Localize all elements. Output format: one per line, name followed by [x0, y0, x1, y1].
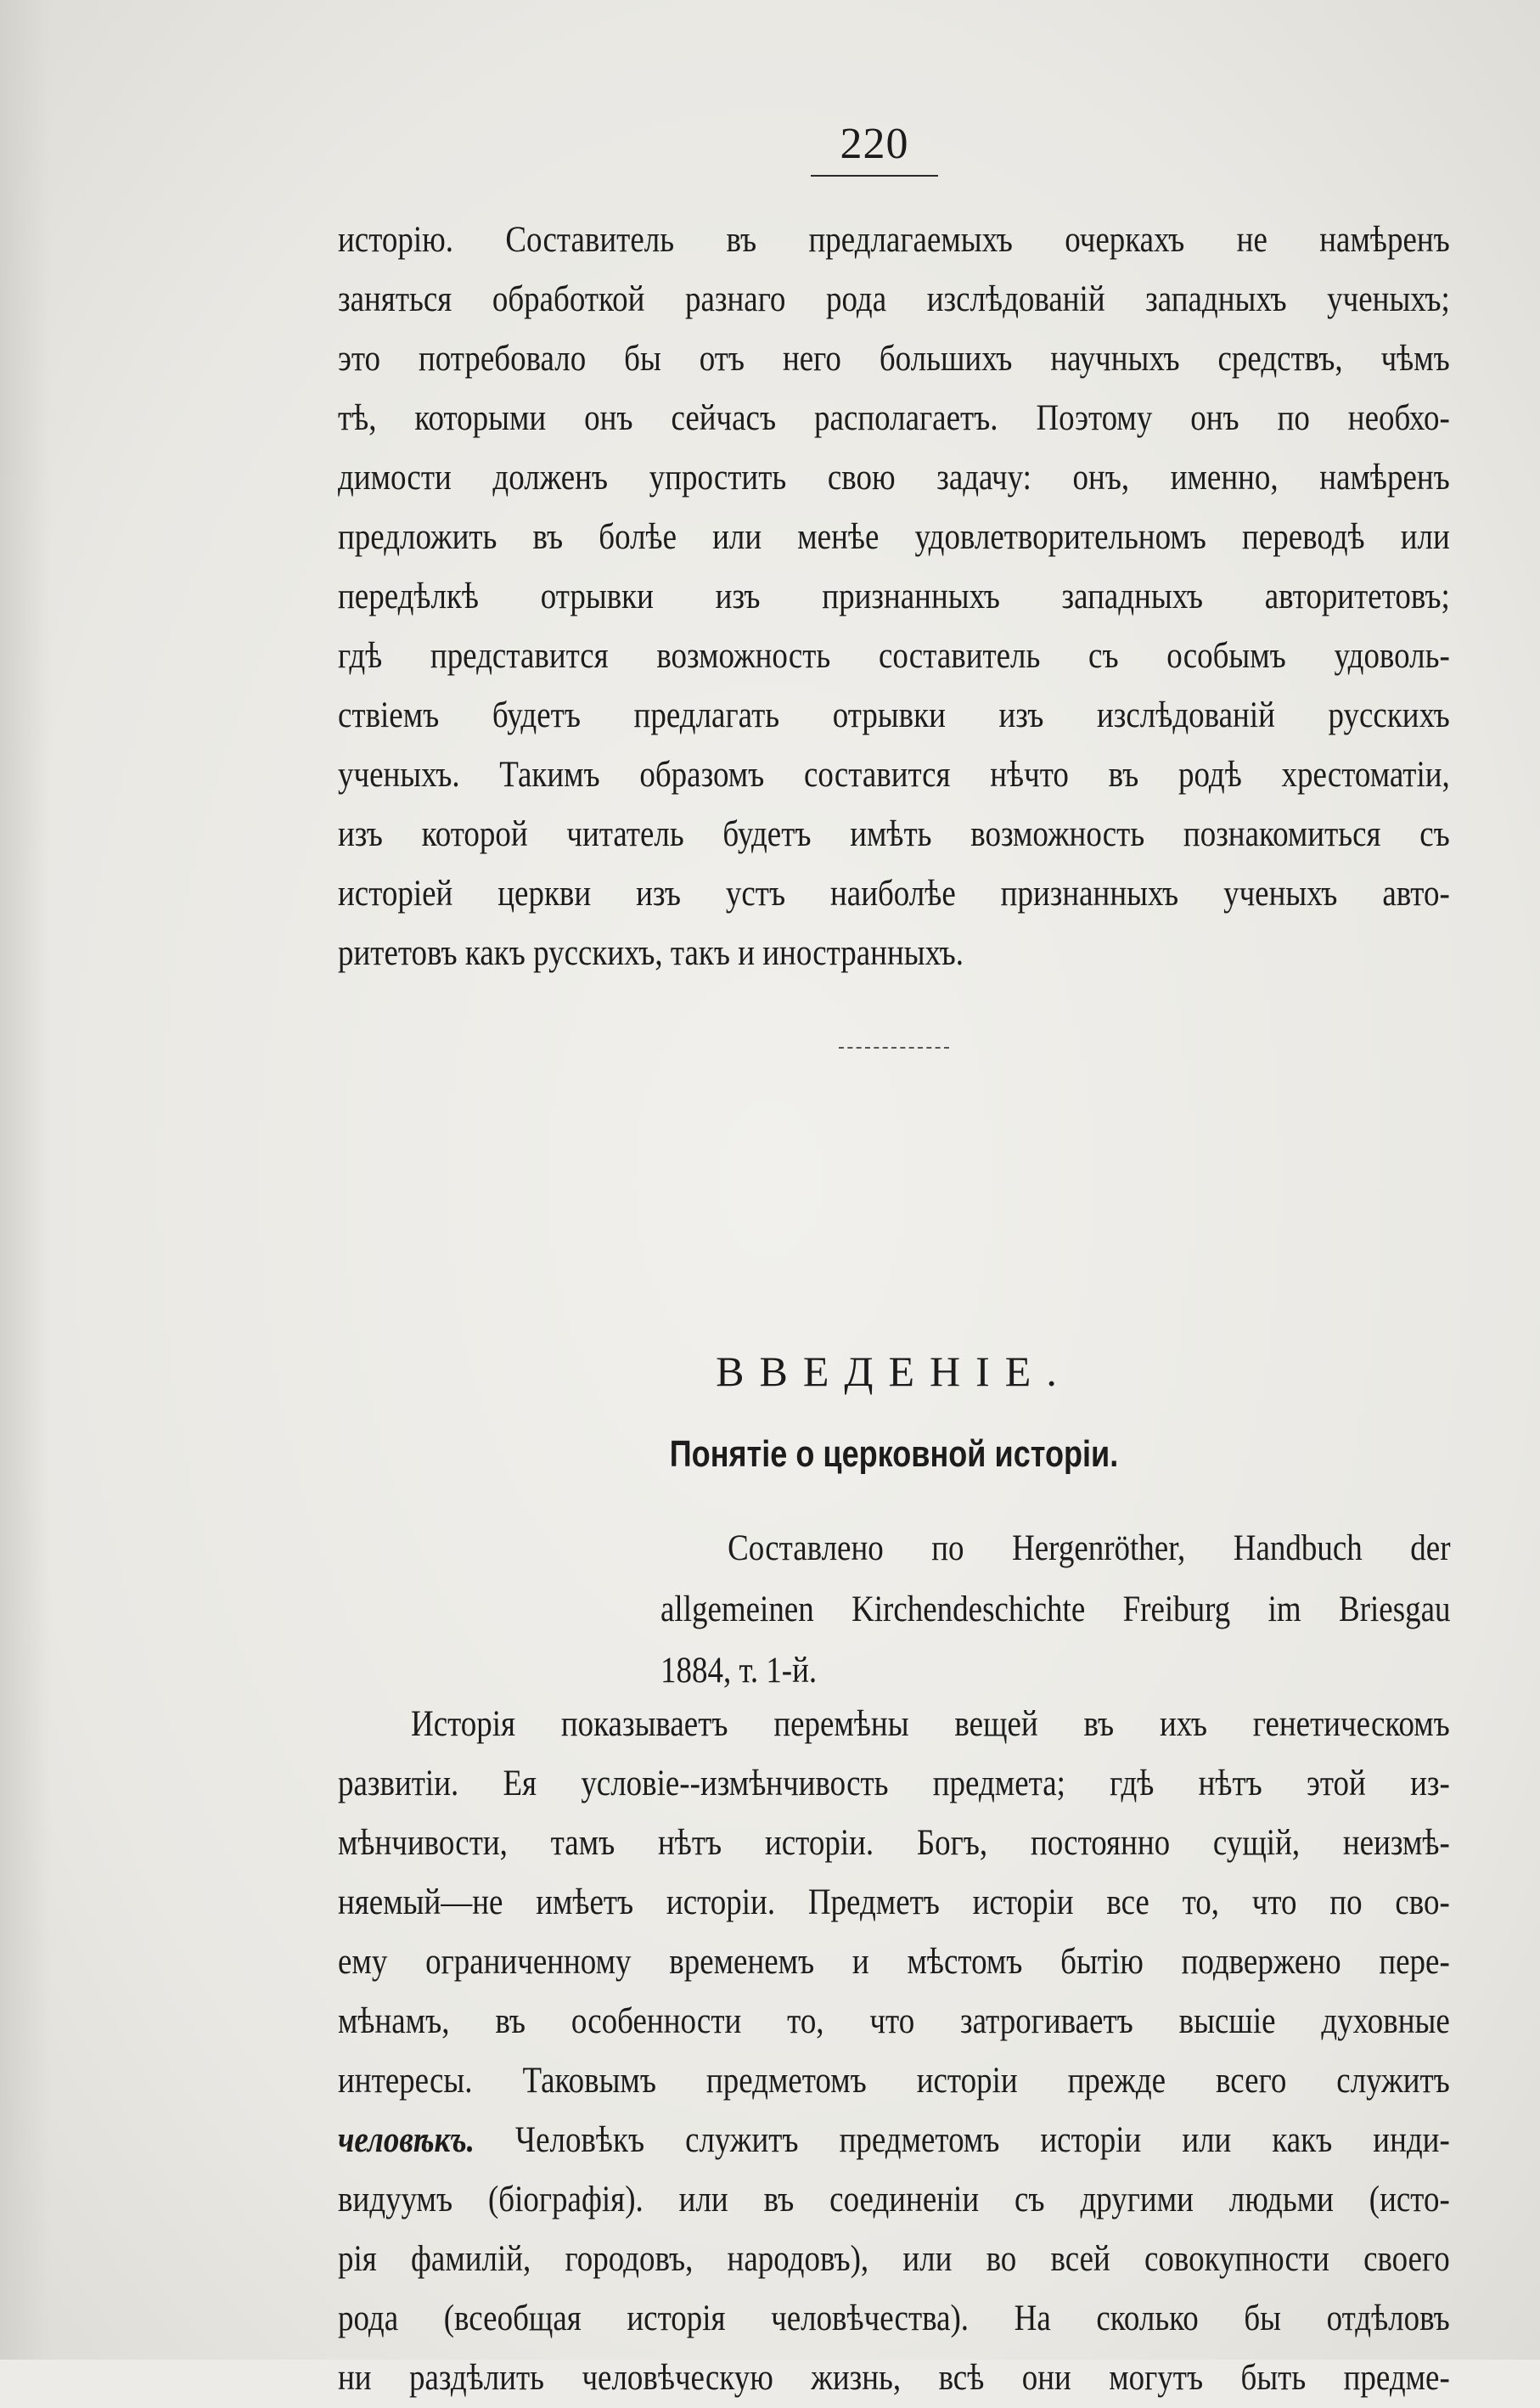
text-line: исторіей церкви изъ устъ наиболѣе признанныхъ ученыхъ авто- [338, 874, 1450, 914]
text-line: передѣлкѣ отрывки изъ признанныхъ западныхъ авторитетовъ; [338, 577, 1450, 616]
text-line: изъ которой читатель будетъ имѣть возможность познакомиться съ [338, 814, 1450, 854]
text-line: заняться обработкой разнаго рода изслѣдованій западныхъ ученыхъ; [338, 279, 1450, 319]
text-line: ствіемъ будетъ предлагать отрывки изъ изслѣдованій русскихъ [338, 695, 1450, 735]
text-line: тѣ, которыми онъ сейчасъ располагаетъ. Поэтому онъ по необхо- [338, 398, 1450, 438]
body-paragraph [338, 1695, 1450, 2408]
text-line: няемый—не имѣетъ исторіи. Предметъ исторіи все то, что по сво- [338, 1882, 1450, 1922]
text-line: рія фамилій, городовъ, народовъ), или во всей совокупности своего [338, 2239, 1450, 2279]
text-line [338, 2111, 1450, 2170]
page-edge-shadow [0, 0, 51, 2360]
emphasized-word: человѣкъ. [338, 2120, 475, 2160]
citation-line: Составлено по Hergenröther, Handbuch der [728, 1528, 1451, 1568]
text-line: видуумъ (біографія). или въ соединеніи съ другими людьми (исто- [338, 2180, 1450, 2220]
text-line: Исторія показываетъ перемѣны вещей въ ихъ генетическомъ [411, 1704, 1450, 1744]
page-number-rule [811, 175, 938, 177]
text-line: интересы. Таковымъ предметомъ исторіи прежде всего служитъ [338, 2061, 1450, 2101]
text-line: это потребовало бы отъ него большихъ научныхъ средствъ, чѣмъ [338, 339, 1450, 379]
text-line: димости долженъ упростить свою задачу: онъ, именно, намѣренъ [338, 458, 1450, 498]
source-citation [660, 1518, 1450, 1702]
section-subheading: Понятіе о церковной исторіи. [669, 1433, 1119, 1475]
text-line: исторію. Составитель въ предлагаемыхъ очеркахъ не намѣренъ [338, 220, 1450, 260]
text-line: ему ограниченному временемъ и мѣстомъ бытію подвержено пере- [338, 1942, 1450, 1982]
citation-line: 1884, т. 1-й. [660, 1651, 818, 1691]
section-heading: ВВЕДЕНІЕ. [716, 1347, 1072, 1395]
text-line: ученыхъ. Такимъ образомъ составится нѣчто въ родѣ хрестоматіи, [338, 755, 1450, 795]
text-line: ритетовъ какъ русскихъ, такъ и иностранныхъ. [338, 933, 964, 973]
page-number: 220 [840, 120, 909, 168]
text-line: ни раздѣлить человѣческую жизнь, всѣ они могутъ быть предме- [338, 2358, 1450, 2398]
text-line: гдѣ представится возможность составитель съ особымъ удоволь- [338, 636, 1450, 676]
text-span: Человѣкъ служитъ предметомъ исторіи или какъ инди- [475, 2120, 1450, 2160]
text-column [338, 211, 1451, 2398]
citation-line: allgemeinen Kirchendeschichte Freiburg im Briesgau [660, 1589, 1451, 1629]
text-line: мѣнамъ, въ особенности то, что затрогиваетъ высшіе духовные [338, 2001, 1450, 2041]
intro-paragraph [338, 211, 1450, 983]
text-line: мѣнчивости, тамъ нѣтъ исторіи. Богъ, постоянно сущій, неизмѣ- [338, 1823, 1450, 1863]
section-separator [338, 1024, 1450, 1064]
text-line: развитіи. Ея условіе--измѣнчивость предмета; гдѣ нѣтъ этой из- [338, 1764, 1450, 1803]
text-line: предложить въ болѣе или менѣе удовлетворительномъ переводѣ или [338, 517, 1450, 557]
text-line: рода (всеобщая исторія человѣчества). На сколько бы отдѣловъ [338, 2298, 1450, 2338]
